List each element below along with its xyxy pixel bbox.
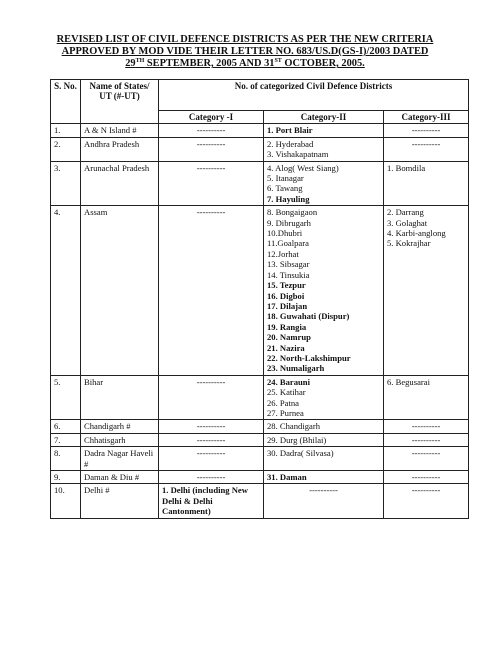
table-row (51, 484, 469, 518)
district-entry: 14. Tinsukia (267, 269, 310, 280)
district-entry: 31. Daman (267, 472, 307, 482)
district-entry: 26. Patna (267, 397, 299, 408)
district-entry: 2. Hyderabad (267, 138, 314, 149)
row-state-name: Assam (81, 206, 159, 376)
row-sno: 9. (51, 471, 81, 484)
row-category-2 (264, 124, 384, 137)
row-category-2 (264, 447, 384, 471)
row-category-3 (384, 471, 469, 484)
table-row (51, 124, 469, 137)
heading-line-1: REVISED LIST OF CIVIL DEFENCE DISTRICTS AS PER THE NEW CRITERIA (56, 34, 434, 45)
row-state-name: Daman & Diu # (81, 471, 159, 484)
row-category-2 (264, 420, 384, 433)
row-category-3 (384, 375, 469, 420)
district-entry: 7. Hayuling (267, 193, 310, 204)
row-category-3 (384, 137, 469, 161)
district-entry: 30. Dadra( Silvasa) (267, 448, 334, 459)
row-sno: 2. (51, 137, 81, 161)
table-row (51, 420, 469, 433)
row-category-1: ---------- (159, 375, 264, 420)
district-entry: 27. Purnea (267, 407, 304, 418)
district-entry: 10.Dhubri (267, 228, 303, 239)
row-category-1: ---------- (159, 447, 264, 471)
row-state-name: Arunachal Pradesh (81, 161, 159, 206)
row-state-name: Andhra Pradesh (81, 137, 159, 161)
row-sno: 5. (51, 375, 81, 420)
row-category-3 (384, 447, 469, 471)
row-sno: 7. (51, 433, 81, 446)
header-districts: No. of categorized Civil Defence Districts (159, 80, 469, 111)
row-category-3 (384, 206, 469, 376)
district-entry: 21. Nazira (267, 342, 305, 353)
row-category-1: ---------- (159, 206, 264, 376)
row-category-2 (264, 137, 384, 161)
row-category-3 (384, 161, 469, 206)
row-sno: 1. (51, 124, 81, 137)
table-body (51, 124, 469, 518)
row-state-name: A & N Island # (81, 124, 159, 137)
row-category-1: 1. Delhi (including New Delhi & Delhi Cantonment) (159, 484, 264, 518)
table-row (51, 375, 469, 420)
header-category-2: Category-II (264, 111, 384, 124)
table-row (51, 137, 469, 161)
row-sno: 3. (51, 161, 81, 206)
district-entry: 1. Bomdila (387, 162, 426, 173)
table-row (51, 471, 469, 484)
table-row (51, 206, 469, 376)
row-state-name: Bihar (81, 375, 159, 420)
district-entry: 4. Karbi-anglong (387, 228, 446, 239)
header-sno: S. No. (51, 80, 81, 124)
row-category-3 (384, 420, 469, 433)
row-category-1: ---------- (159, 433, 264, 446)
row-category-2 (264, 433, 384, 446)
row-category-3 (384, 484, 469, 518)
district-entry: ---------- (411, 138, 441, 149)
district-entry: 5. Kokrajhar (387, 238, 431, 249)
row-category-1: ---------- (159, 420, 264, 433)
heading-line-3: 29TH SEPTEMBER, 2005 AND 31ST OCTOBER, 2005. (125, 58, 365, 69)
district-entry: ---------- (411, 485, 441, 496)
row-state-name: Chandigarh # (81, 420, 159, 433)
table-row (51, 433, 469, 446)
row-state-name: Dadra Nagar Haveli # (81, 447, 159, 471)
district-entry: 11.Goalpara (267, 238, 309, 249)
district-entry: 3. Vishakapatnam (267, 149, 329, 160)
district-entry: ---------- (411, 448, 441, 459)
district-entry: 8. Bongaigaon (267, 207, 318, 218)
district-entry: 2. Darrang (387, 207, 424, 218)
district-entry: ---------- (411, 125, 441, 136)
district-entry: 24. Barauni (267, 376, 310, 387)
district-entry: 1. Port Blair (267, 125, 313, 136)
district-entry: 18. Guwahati (Dispur) (267, 311, 350, 322)
row-state-name: Delhi # (81, 484, 159, 518)
row-category-2 (264, 375, 384, 420)
header-state: Name of States/ UT (#-UT) (81, 80, 159, 124)
district-entry: ---------- (411, 421, 441, 432)
header-category-3: Category-III (384, 111, 469, 124)
district-entry: 5. Itanagar (267, 173, 304, 184)
district-entry: 6. Begusarai (387, 376, 430, 387)
row-category-3 (384, 433, 469, 446)
row-category-1: ---------- (159, 137, 264, 161)
row-sno: 10. (51, 484, 81, 518)
district-entry: 6. Tawang (267, 183, 303, 194)
district-entry: 15. Tezpur (267, 280, 306, 291)
district-entry: 12.Jorhat (267, 248, 299, 259)
row-category-1: ---------- (159, 471, 264, 484)
district-entry: 13. Sibsagar (267, 259, 310, 270)
table-row (51, 447, 469, 471)
district-entry: 4. Alog( West Siang) (267, 162, 339, 173)
civil-defence-districts-table (50, 79, 469, 519)
district-entry: 23. Numaligarh (267, 363, 325, 374)
row-sno: 6. (51, 420, 81, 433)
row-state-name: Chhatisgarh (81, 433, 159, 446)
row-category-3 (384, 124, 469, 137)
table-row (51, 161, 469, 206)
district-entry: 16. Digboi (267, 290, 305, 301)
district-entry: 17. Dilajan (267, 300, 308, 311)
row-category-2 (264, 484, 384, 518)
row-category-2 (264, 161, 384, 206)
district-entry: 9. Dibrugarh (267, 217, 311, 228)
district-entry: ---------- (411, 472, 441, 482)
row-sno: 8. (51, 447, 81, 471)
district-entry: 3. Golaghat (387, 217, 428, 228)
district-entry: 20. Namrup (267, 332, 311, 343)
district-entry: 19. Rangia (267, 321, 307, 332)
header-category-1: Category -I (159, 111, 264, 124)
row-sno: 4. (51, 206, 81, 376)
district-entry: ---------- (309, 485, 338, 496)
district-entry: 22. North-Lakshimpur (267, 352, 351, 363)
document-heading (40, 34, 450, 70)
row-category-1: ---------- (159, 161, 264, 206)
row-category-1: ---------- (159, 124, 264, 137)
row-category-2 (264, 206, 384, 376)
district-entry: 25. Katihar (267, 387, 306, 398)
district-entry: 28. Chandigarh (267, 421, 320, 432)
row-category-2 (264, 471, 384, 484)
district-entry: 29. Durg (Bhilai) (267, 434, 327, 445)
district-entry: ---------- (411, 434, 441, 445)
heading-line-2: APPROVED BY MOD VIDE THEIR LETTER NO. 683/US.D(GS-I)/2003 DATED (61, 46, 429, 57)
